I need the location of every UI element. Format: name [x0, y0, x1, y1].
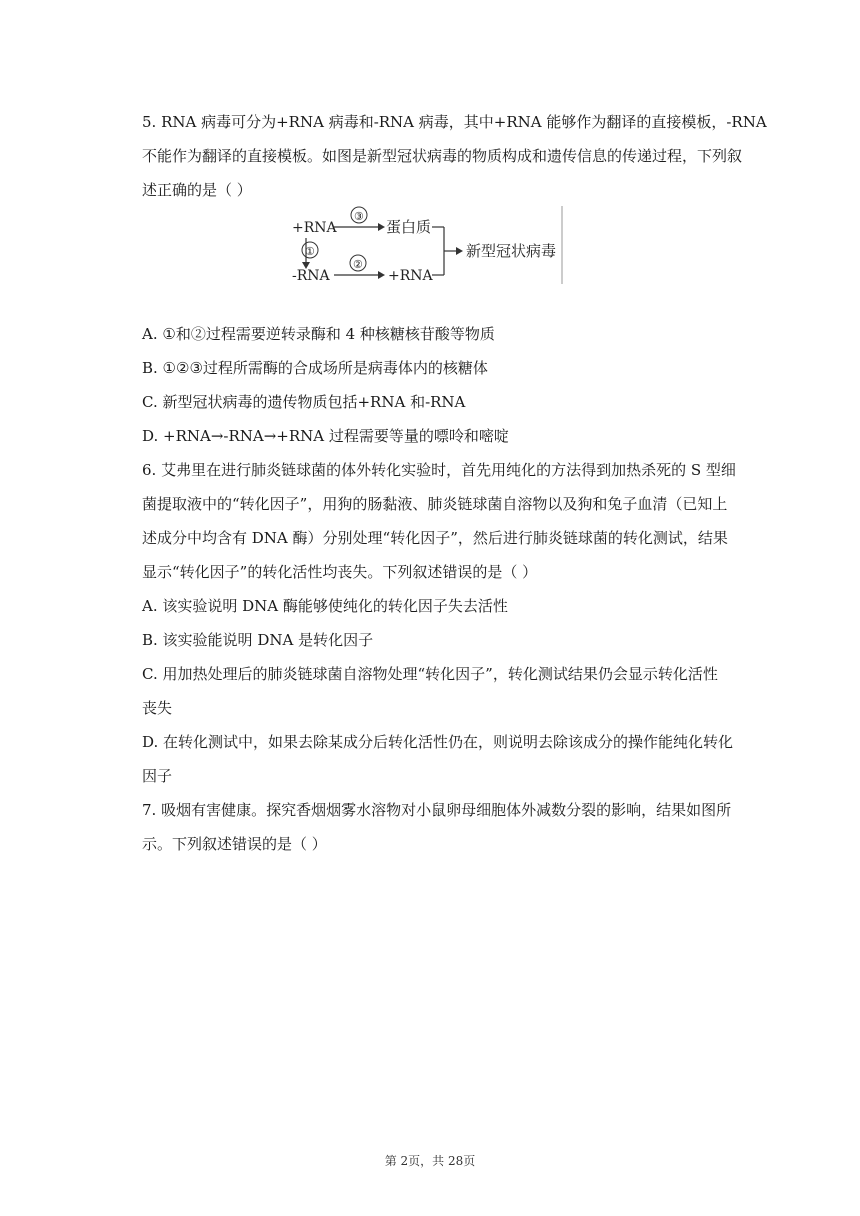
q6-option-b: B. 该实验能说明 DNA 是转化因子: [142, 631, 374, 649]
virus-label: 新型冠状病毒: [466, 242, 557, 260]
q7-stem-line-1: 7. 吸烟有害健康。探究香烟烟雾水溶物对小鼠卵母细胞体外减数分裂的影响，结果如图所: [142, 801, 732, 819]
q7-stem-line-2: 示。下列叙述错误的是（ ）: [142, 835, 327, 853]
q5-option-d: D. +RNA→-RNA→+RNA 过程需要等量的嘌呤和嘧啶: [142, 427, 509, 445]
q6-option-c-line-1: C. 用加热处理后的肺炎链球菌自溶物处理“转化因子”，转化测试结果仍会显示转化活性: [142, 665, 718, 683]
page-footer: 第 2页，共 28页: [384, 1154, 476, 1168]
rna-flow-diagram: [290, 204, 566, 288]
protein-label: 蛋白质: [386, 218, 432, 236]
step-3-label: ③: [354, 210, 364, 223]
q6-option-d-line-1: D. 在转化测试中，如果去除某成分后转化活性仍在，则说明去除该成分的操作能纯化转化: [142, 733, 734, 751]
q6-option-a: A. 该实验说明 DNA 酶能够使纯化的转化因子失去活性: [142, 597, 508, 615]
q6-stem-line-1: 6. 艾弗里在进行肺炎链球菌的体外转化实验时，首先用纯化的方法得到加热杀死的 S 型细: [142, 461, 736, 479]
q5-option-a: A. ①和②过程需要逆转录酶和 4 种核糖核苷酸等物质: [142, 325, 495, 343]
q5-option-b: B. ①②③过程所需酶的合成场所是病毒体内的核糖体: [142, 359, 488, 377]
step-1-label: ①: [305, 245, 315, 258]
q5-stem-line-1: 5. RNA 病毒可分为+RNA 病毒和-RNA 病毒，其中+RNA 能够作为翻译的直接模板，-RNA: [142, 113, 767, 131]
q6-stem-line-2: 菌提取液中的“转化因子”，用狗的肠黏液、肺炎链球菌自溶物以及狗和兔子血清（已知上: [142, 495, 728, 513]
q6-option-c-line-2: 丧失: [142, 699, 173, 717]
q6-stem-line-4: 显示“转化因子”的转化活性均丧失。下列叙述错误的是（ ）: [142, 563, 538, 581]
minus-rna-label: -RNA: [292, 268, 330, 284]
q6-stem-line-3: 述成分中均含有 DNA 酶）分别处理“转化因子”，然后进行肺炎链球菌的转化测试，结果: [142, 529, 728, 547]
q5-option-c: C. 新型冠状病毒的遗传物质包括+RNA 和-RNA: [142, 393, 466, 411]
step-2-label: ②: [353, 258, 363, 271]
q6-option-d-line-2: 因子: [142, 767, 173, 785]
plus-rna-top-label: +RNA: [292, 220, 337, 236]
q5-stem-line-2: 不能作为翻译的直接模板。如图是新型冠状病毒的物质构成和遗传信息的传递过程，下列叙: [142, 147, 743, 165]
q5-stem-line-3: 述正确的是（ ）: [142, 181, 252, 199]
plus-rna-bottom-label: +RNA: [388, 268, 433, 284]
